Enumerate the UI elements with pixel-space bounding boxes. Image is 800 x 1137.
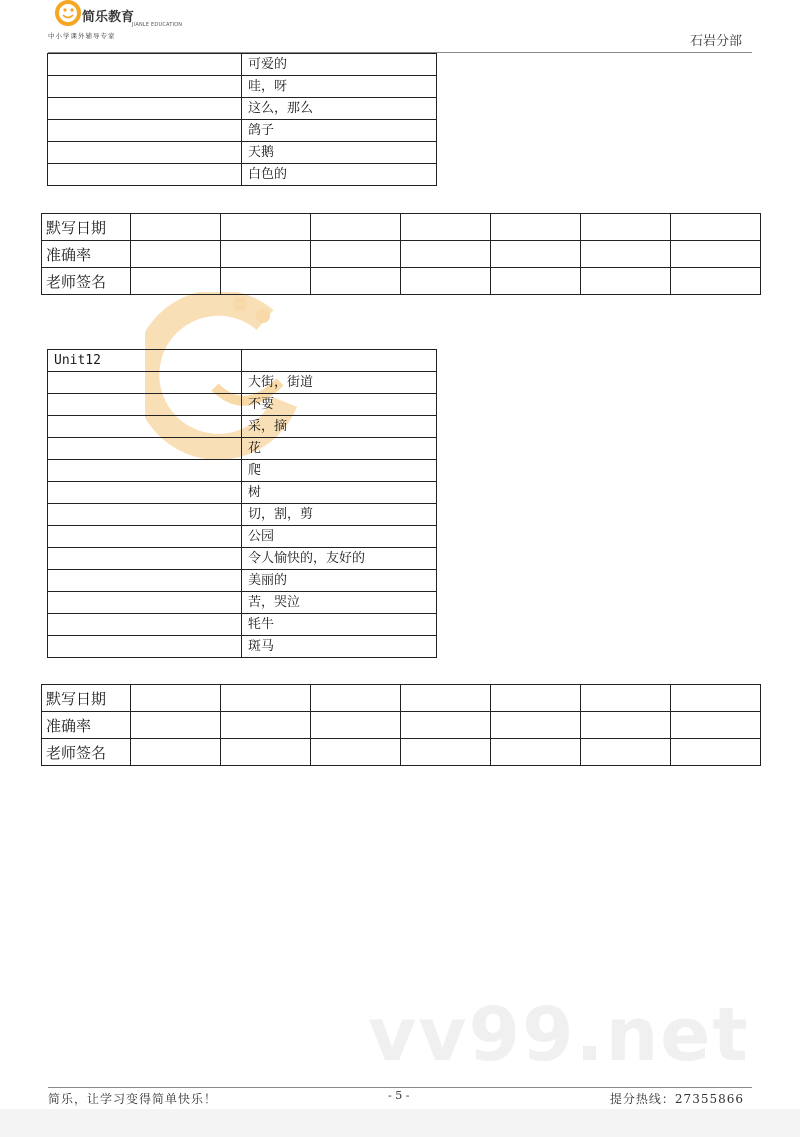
english-blank-cell[interactable]	[48, 98, 242, 120]
page-number: - 5 -	[388, 1089, 410, 1102]
dictation-entry-cell[interactable]	[671, 712, 761, 739]
dictation-entry-cell[interactable]	[311, 268, 401, 295]
dictation-entry-cell[interactable]	[221, 268, 311, 295]
dictation-entry-cell[interactable]	[221, 214, 311, 241]
chinese-meaning-cell: 天鹅	[242, 142, 437, 164]
table-row	[48, 460, 437, 482]
chinese-meaning-cell: 公园	[242, 526, 437, 548]
dictation-entry-cell[interactable]	[401, 241, 491, 268]
table-row	[48, 98, 437, 120]
dictation-label: 默写日期	[42, 214, 131, 241]
dictation-entry-cell[interactable]	[131, 712, 221, 739]
english-blank-cell[interactable]	[48, 526, 242, 548]
unit-blank-cell[interactable]	[242, 350, 437, 372]
dictation-entry-cell[interactable]	[491, 712, 581, 739]
dictation-entry-cell[interactable]	[671, 268, 761, 295]
dictation-label: 老师签名	[42, 739, 131, 766]
dictation-entry-cell[interactable]	[311, 214, 401, 241]
table-row	[48, 548, 437, 570]
dictation-label: 老师签名	[42, 268, 131, 295]
chinese-meaning-cell: 爬	[242, 460, 437, 482]
dictation-entry-cell[interactable]	[221, 712, 311, 739]
logo	[48, 0, 183, 44]
chinese-meaning-cell: 美丽的	[242, 570, 437, 592]
dictation-entry-cell[interactable]	[401, 712, 491, 739]
table-row	[48, 416, 437, 438]
dictation-entry-cell[interactable]	[131, 214, 221, 241]
dictation-entry-cell[interactable]	[131, 685, 221, 712]
table-row	[42, 241, 761, 268]
english-blank-cell[interactable]	[48, 482, 242, 504]
dictation-label: 默写日期	[42, 685, 131, 712]
english-blank-cell[interactable]	[48, 120, 242, 142]
dictation-entry-cell[interactable]	[401, 685, 491, 712]
unit-label: Unit12	[48, 350, 242, 372]
table-row	[42, 739, 761, 766]
chinese-meaning-cell: 令人愉快的，友好的	[242, 548, 437, 570]
dictation-entry-cell[interactable]	[221, 685, 311, 712]
table-row	[48, 614, 437, 636]
hotline-number: 27355866	[674, 1092, 744, 1106]
footer-divider	[48, 1087, 752, 1088]
english-blank-cell[interactable]	[48, 394, 242, 416]
table-row	[48, 394, 437, 416]
table-row	[48, 54, 437, 76]
table-row	[48, 504, 437, 526]
english-blank-cell[interactable]	[48, 504, 242, 526]
english-blank-cell[interactable]	[48, 54, 242, 76]
dictation-entry-cell[interactable]	[581, 241, 671, 268]
dictation-entry-cell[interactable]	[581, 214, 671, 241]
table-row	[48, 438, 437, 460]
dictation-entry-cell[interactable]	[671, 241, 761, 268]
dictation-entry-cell[interactable]	[401, 739, 491, 766]
table-row	[48, 372, 437, 394]
dictation-table-2	[41, 684, 761, 766]
dictation-entry-cell[interactable]	[671, 739, 761, 766]
table-row	[48, 570, 437, 592]
dictation-entry-cell[interactable]	[581, 685, 671, 712]
dictation-table-1	[41, 213, 761, 295]
vocab-table-1	[47, 53, 437, 186]
table-row	[48, 76, 437, 98]
english-blank-cell[interactable]	[48, 416, 242, 438]
vocab-table-2	[47, 349, 437, 658]
table-row	[48, 164, 437, 186]
english-blank-cell[interactable]	[48, 460, 242, 482]
table-row	[48, 350, 437, 372]
dictation-entry-cell[interactable]	[131, 241, 221, 268]
dictation-entry-cell[interactable]	[311, 241, 401, 268]
logo-smile-icon	[52, 0, 86, 30]
english-blank-cell[interactable]	[48, 164, 242, 186]
dictation-entry-cell[interactable]	[311, 712, 401, 739]
table-row	[42, 685, 761, 712]
chinese-meaning-cell: 树	[242, 482, 437, 504]
chinese-meaning-cell: 采，摘	[242, 416, 437, 438]
dictation-entry-cell[interactable]	[581, 268, 671, 295]
english-blank-cell[interactable]	[48, 570, 242, 592]
logo-tagline: 中小学课外辅导专家	[48, 32, 116, 40]
branch-name: 石岩分部	[689, 34, 742, 49]
dictation-entry-cell[interactable]	[131, 268, 221, 295]
dictation-entry-cell[interactable]	[311, 685, 401, 712]
chinese-meaning-cell: 大街，街道	[242, 372, 437, 394]
dictation-entry-cell[interactable]	[491, 241, 581, 268]
dictation-entry-cell[interactable]	[221, 739, 311, 766]
english-blank-cell[interactable]	[48, 548, 242, 570]
logo-name: 简乐教育	[82, 10, 135, 25]
chinese-meaning-cell: 斑马	[242, 636, 437, 658]
dictation-entry-cell[interactable]	[581, 712, 671, 739]
table-row	[48, 120, 437, 142]
table-row	[48, 592, 437, 614]
english-blank-cell[interactable]	[48, 592, 242, 614]
dictation-entry-cell[interactable]	[401, 214, 491, 241]
chinese-meaning-cell: 鸽子	[242, 120, 437, 142]
english-blank-cell[interactable]	[48, 76, 242, 98]
chinese-meaning-cell: 白色的	[242, 164, 437, 186]
watermark-text: vv99.net	[368, 992, 750, 1078]
chinese-meaning-cell: 哇，呀	[242, 76, 437, 98]
dictation-entry-cell[interactable]	[491, 685, 581, 712]
table-row	[42, 712, 761, 739]
dictation-entry-cell[interactable]	[131, 739, 221, 766]
dictation-label: 准确率	[42, 241, 131, 268]
dictation-entry-cell[interactable]	[311, 739, 401, 766]
dictation-entry-cell[interactable]	[491, 739, 581, 766]
chinese-meaning-cell: 花	[242, 438, 437, 460]
dictation-entry-cell[interactable]	[671, 214, 761, 241]
chinese-meaning-cell: 苦，哭泣	[242, 592, 437, 614]
english-blank-cell[interactable]	[48, 372, 242, 394]
chinese-meaning-cell: 牦牛	[242, 614, 437, 636]
english-blank-cell[interactable]	[48, 142, 242, 164]
page-bottom-band	[0, 1109, 800, 1137]
dictation-entry-cell[interactable]	[491, 268, 581, 295]
table-row	[48, 142, 437, 164]
table-row	[42, 268, 761, 295]
english-blank-cell[interactable]	[48, 438, 242, 460]
hotline-label: 提分热线：	[609, 1092, 675, 1106]
chinese-meaning-cell: 不要	[242, 394, 437, 416]
dictation-entry-cell[interactable]	[671, 685, 761, 712]
dictation-label: 准确率	[42, 712, 131, 739]
chinese-meaning-cell: 这么，那么	[242, 98, 437, 120]
english-blank-cell[interactable]	[48, 614, 242, 636]
chinese-meaning-cell: 切，割，剪	[242, 504, 437, 526]
table-row	[42, 214, 761, 241]
table-row	[48, 482, 437, 504]
footer-hotline	[610, 1090, 744, 1107]
english-blank-cell[interactable]	[48, 636, 242, 658]
footer-slogan: 简乐，让学习变得简单快乐！	[48, 1092, 218, 1106]
dictation-entry-cell[interactable]	[581, 739, 671, 766]
dictation-entry-cell[interactable]	[491, 214, 581, 241]
dictation-entry-cell[interactable]	[221, 241, 311, 268]
chinese-meaning-cell: 可爱的	[242, 54, 437, 76]
dictation-entry-cell[interactable]	[401, 268, 491, 295]
table-row	[48, 636, 437, 658]
logo-english: JIANLE EDUCATION	[132, 22, 183, 28]
table-row	[48, 526, 437, 548]
